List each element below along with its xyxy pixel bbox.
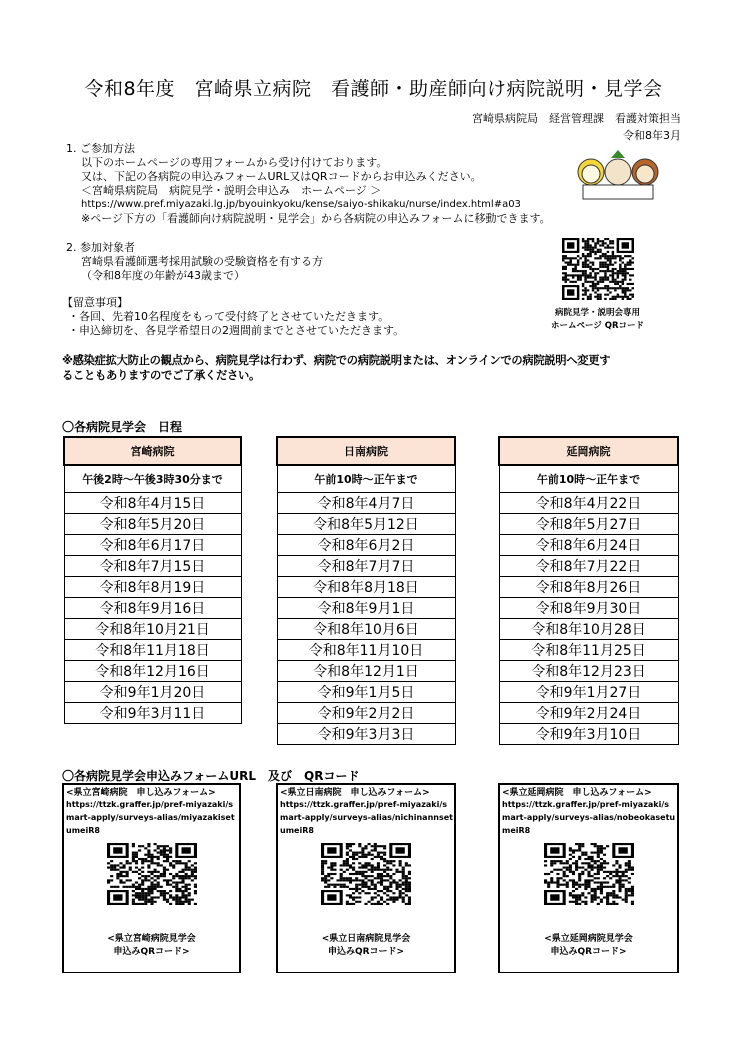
qr-label-line: 申込みQRコード>	[327, 947, 405, 957]
warning-line: ることもありますのでご了承ください。	[62, 369, 260, 382]
text-line: ＜宮崎県病院局 病院見学・説明会申込み ホームページ ＞	[81, 184, 382, 197]
table-row	[277, 514, 455, 535]
visit-date: 令和8年9月30日	[499, 598, 678, 619]
visit-date: 令和8年10月28日	[499, 619, 678, 640]
schedule-table-nobeoka	[498, 436, 679, 745]
visit-date: 令和9年2月24日	[499, 703, 678, 724]
visit-date: 令和8年6月2日	[277, 535, 455, 556]
notes	[62, 296, 404, 338]
table-row	[64, 661, 241, 682]
schedule-heading: 〇各病院見学会 日程	[62, 420, 183, 434]
text-line: （令和8年度の年齢が43歳まで）	[81, 269, 245, 282]
visit-date: 令和8年7月15日	[64, 556, 241, 577]
qr-label-line: 病院見学・説明会専用	[554, 308, 640, 318]
form-title: <県立日南病院 申し込みフォーム>	[280, 788, 430, 798]
visit-time: 午前10時～正午まで	[499, 465, 678, 493]
table-row	[64, 535, 241, 556]
visit-date: 令和9年2月2日	[277, 703, 455, 724]
table-row	[277, 598, 455, 619]
warning-line: ※感染症拡大防止の観点から、病院見学は行わず、病院での病院説明または、オンラインでの病院説明へ変更す	[62, 354, 611, 367]
visit-date: 令和8年8月18日	[277, 577, 455, 598]
page-title: 令和8年度 宮崎県立病院 看護師・助産師向け病院説明・見学会	[84, 78, 663, 100]
table-row	[499, 703, 678, 724]
qr-label	[278, 933, 454, 959]
qr-label-line: <県立宮崎病院見学会	[107, 934, 196, 944]
homepage-qr-label	[545, 307, 650, 333]
table-row	[499, 661, 678, 682]
qr-label-line: <県立延岡病院見学会	[544, 934, 633, 944]
visit-date: 令和8年12月23日	[499, 661, 678, 682]
table-row	[64, 682, 241, 703]
visit-date: 令和8年10月21日	[64, 619, 241, 640]
table-row	[499, 535, 678, 556]
form-url-link[interactable]: https://ttzk.graffer.jp/pref-miyazaki/smart-apply/surveys-alias/miyazakisetumeiR8	[66, 800, 235, 835]
table-row	[277, 493, 455, 514]
visit-date: 令和8年5月20日	[64, 514, 241, 535]
table-row	[64, 598, 241, 619]
table-row	[277, 640, 455, 661]
form-title: <県立延岡病院 申し込みフォーム>	[502, 788, 652, 798]
department: 宮崎県病院局 経営管理課 看護対策担当	[472, 112, 681, 125]
form-qr-code	[544, 843, 634, 905]
notes-heading: 【留意事項】	[62, 296, 128, 309]
form-qr-code	[107, 843, 197, 905]
table-row	[499, 493, 678, 514]
table-row	[64, 514, 241, 535]
visit-date: 令和8年9月16日	[64, 598, 241, 619]
visit-date: 令和8年12月16日	[64, 661, 241, 682]
form-url-link[interactable]: https://ttzk.graffer.jp/pref-miyazaki/smart-apply/surveys-alias/nobeokasetumeiR8	[502, 800, 676, 835]
visit-date: 令和8年9月1日	[277, 598, 455, 619]
schedule-table-nichinan	[276, 436, 456, 745]
text-line: 又は、下記の各病院の申込みフォームURL又はQRコードからお申込みください。	[81, 170, 482, 183]
visit-time: 午後2時～午後3時30分まで	[64, 465, 241, 493]
note-item: ・申込締切を、各見学希望日の2週間前までとさせていただきます。	[68, 324, 405, 337]
visit-date: 令和8年11月18日	[64, 640, 241, 661]
table-row	[499, 556, 678, 577]
table-row	[277, 556, 455, 577]
visit-date: 令和8年8月19日	[64, 577, 241, 598]
hospital-name: 延岡病院	[499, 437, 678, 465]
qr-label-line: ホームページ QRコード	[550, 321, 645, 331]
form-url-link[interactable]: https://ttzk.graffer.jp/pref-miyazaki/smart-apply/surveys-alias/nichinannsetumeiR8	[280, 800, 453, 835]
visit-date: 令和8年11月10日	[277, 640, 455, 661]
table-row	[499, 598, 678, 619]
form-box-nichinan	[276, 783, 456, 973]
table-row	[499, 682, 678, 703]
table-row	[499, 577, 678, 598]
visit-date: 令和8年11月25日	[499, 640, 678, 661]
warning-notice	[62, 353, 610, 383]
homepage-qr-code	[562, 238, 634, 300]
visit-date: 令和8年10月6日	[277, 619, 455, 640]
visit-date: 令和8年12月1日	[277, 661, 455, 682]
visit-date: 令和8年4月15日	[64, 493, 241, 514]
visit-date: 令和8年7月7日	[277, 556, 455, 577]
qr-label-line: <県立日南病院見学会	[321, 934, 411, 944]
section-1	[66, 142, 551, 226]
form-title: <県立宮崎病院 申し込みフォーム>	[66, 788, 216, 798]
forms-heading: 〇各病院見学会申込みフォームURL 及び QRコード	[62, 769, 360, 783]
qr-label	[500, 933, 677, 959]
table-row	[64, 556, 241, 577]
visit-date: 令和8年6月24日	[499, 535, 678, 556]
table-row	[64, 640, 241, 661]
mascot-characters-image	[573, 150, 663, 200]
visit-date: 令和8年4月22日	[499, 493, 678, 514]
visit-date: 令和8年7月22日	[499, 556, 678, 577]
hospital-name: 日南病院	[277, 437, 455, 465]
table-row	[277, 535, 455, 556]
section-2	[66, 241, 323, 283]
table-row	[64, 493, 241, 514]
visit-date: 令和9年3月10日	[499, 724, 678, 745]
visit-date: 令和8年6月17日	[64, 535, 241, 556]
issue-date: 令和8年3月	[623, 129, 681, 142]
visit-date: 令和8年4月7日	[277, 493, 455, 514]
table-row	[64, 577, 241, 598]
visit-date: 令和9年1月5日	[277, 682, 455, 703]
form-qr-code	[321, 843, 411, 905]
table-row	[64, 619, 241, 640]
form-box-miyazaki	[62, 783, 241, 973]
qr-label-line: 申込みQRコード>	[113, 947, 190, 957]
table-row	[499, 514, 678, 535]
form-box-nobeoka	[498, 783, 679, 973]
visit-date: 令和9年1月27日	[499, 682, 678, 703]
table-row	[277, 703, 455, 724]
table-row	[277, 661, 455, 682]
qr-label	[64, 933, 239, 959]
qr-label-line: 申込みQRコード>	[550, 947, 627, 957]
table-row	[64, 703, 241, 724]
table-row	[499, 640, 678, 661]
table-row	[277, 682, 455, 703]
text-line: ※ページ下方の「看護師向け病院説明・見学会」から各病院の申込みフォームに移動できます。	[81, 212, 551, 225]
table-row	[277, 577, 455, 598]
visit-date: 令和9年3月3日	[277, 724, 455, 745]
section-2-heading: 2. 参加対象者	[66, 241, 135, 254]
table-row	[499, 619, 678, 640]
table-row	[499, 724, 678, 745]
table-row	[277, 724, 455, 745]
hospital-name: 宮崎病院	[64, 437, 241, 465]
homepage-url-link[interactable]: https://www.pref.miyazaki.lg.jp/byouinkyoku/kense/saiyo-shikaku/nurse/index.html#a03	[81, 199, 521, 210]
text-line: 以下のホームページの専用フォームから受け付けております。	[81, 156, 388, 169]
visit-time: 午前10時～正午まで	[277, 465, 455, 493]
visit-date: 令和9年3月11日	[64, 703, 241, 724]
note-item: ・各回、先着10名程度をもって受付終了とさせていただきます。	[68, 310, 390, 323]
section-1-heading: 1. ご参加方法	[66, 142, 135, 155]
schedule-table-miyazaki	[63, 436, 242, 724]
visit-date: 令和8年5月27日	[499, 514, 678, 535]
visit-date: 令和9年1月20日	[64, 682, 241, 703]
text-line: 宮崎県看護師選考採用試験の受験資格を有する方	[81, 255, 323, 268]
table-row	[277, 619, 455, 640]
visit-date: 令和8年8月26日	[499, 577, 678, 598]
visit-date: 令和8年5月12日	[277, 514, 455, 535]
